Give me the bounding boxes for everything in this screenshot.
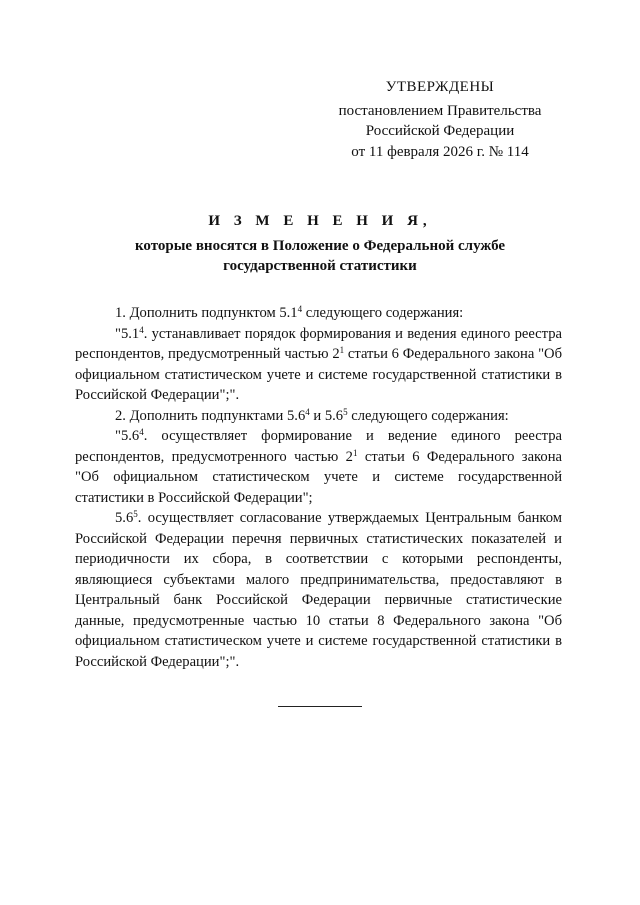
text-run: статьи 6 Федерального закона "Об официальном статистическом учете и системе государственной статистики в Российской Федерации";".	[75, 346, 563, 403]
text-run: следующего содержания:	[347, 407, 509, 424]
text-run: статьи 6 Федерального закона "Об официальном статистическом учете и системе государственной статистики в Российской Федерации";	[75, 448, 562, 506]
approval-line-1: постановлением Правительства	[338, 102, 542, 119]
approval-stamp	[330, 77, 550, 162]
closing-rule	[278, 706, 362, 707]
approval-title: УТВЕРЖДЕНЫ	[385, 79, 495, 95]
superscript: 4	[305, 406, 310, 417]
text-run: следующего содержания:	[302, 305, 464, 321]
document-title: И З М Е Н Е Н И Я,	[208, 213, 432, 229]
approval-line-2: Российской Федерации	[365, 123, 515, 139]
paragraph-item-2	[75, 406, 562, 427]
text-run: . осуществляет формирование и ведение единого реестра респондентов, предусмотренного частью 2	[75, 428, 562, 465]
paragraph-subitem-5-6-4	[75, 426, 562, 508]
text-run: "5.6	[115, 428, 140, 444]
superscript: 5	[343, 406, 348, 417]
approval-date-number: от 11 февраля 2026 г. № 114	[351, 143, 529, 160]
text-run: 2. Дополнить подпунктами 5.6	[115, 407, 306, 424]
superscript: 5	[133, 509, 138, 519]
text-run: "5.1	[115, 325, 140, 342]
text-run: и 5.6	[309, 407, 344, 424]
paragraph-subitem-5-6-5	[75, 508, 562, 672]
superscript: 4	[139, 427, 144, 437]
text-run: 1. Дополнить подпунктом 5.1	[115, 305, 298, 321]
document-subtitle: которые вносятся в Положение о Федеральной службе государственной статистики	[134, 238, 506, 274]
text-run: . устанавливает порядок формирования и ведения единого реестра респондентов, предусмотренный частью 2	[75, 325, 562, 362]
superscript: 1	[339, 345, 345, 355]
paragraph-subitem-5-1-4	[75, 324, 562, 406]
superscript: 4	[297, 304, 303, 314]
paragraph-item-1	[75, 303, 562, 324]
document-body	[75, 303, 562, 672]
text-run: . осуществляет согласование утверждаемых Центральным банком Российской Федерации перечня первичных статистических показателей и периодичности их сбора, в соответствии с которыми респонденты, являющиеся субъектами малого предпринимательства, предоставляют в Центральный банк Российской Федерации первичные статистические данные, предусмотренные частью 10 статьи 8 Федерального закона "Об официальном статистическом учете и системе государственной статистики в Российской Федерации";".	[75, 510, 562, 670]
text-run: 5.6	[115, 510, 134, 526]
superscript: 4	[139, 324, 144, 335]
superscript: 1	[352, 447, 358, 458]
